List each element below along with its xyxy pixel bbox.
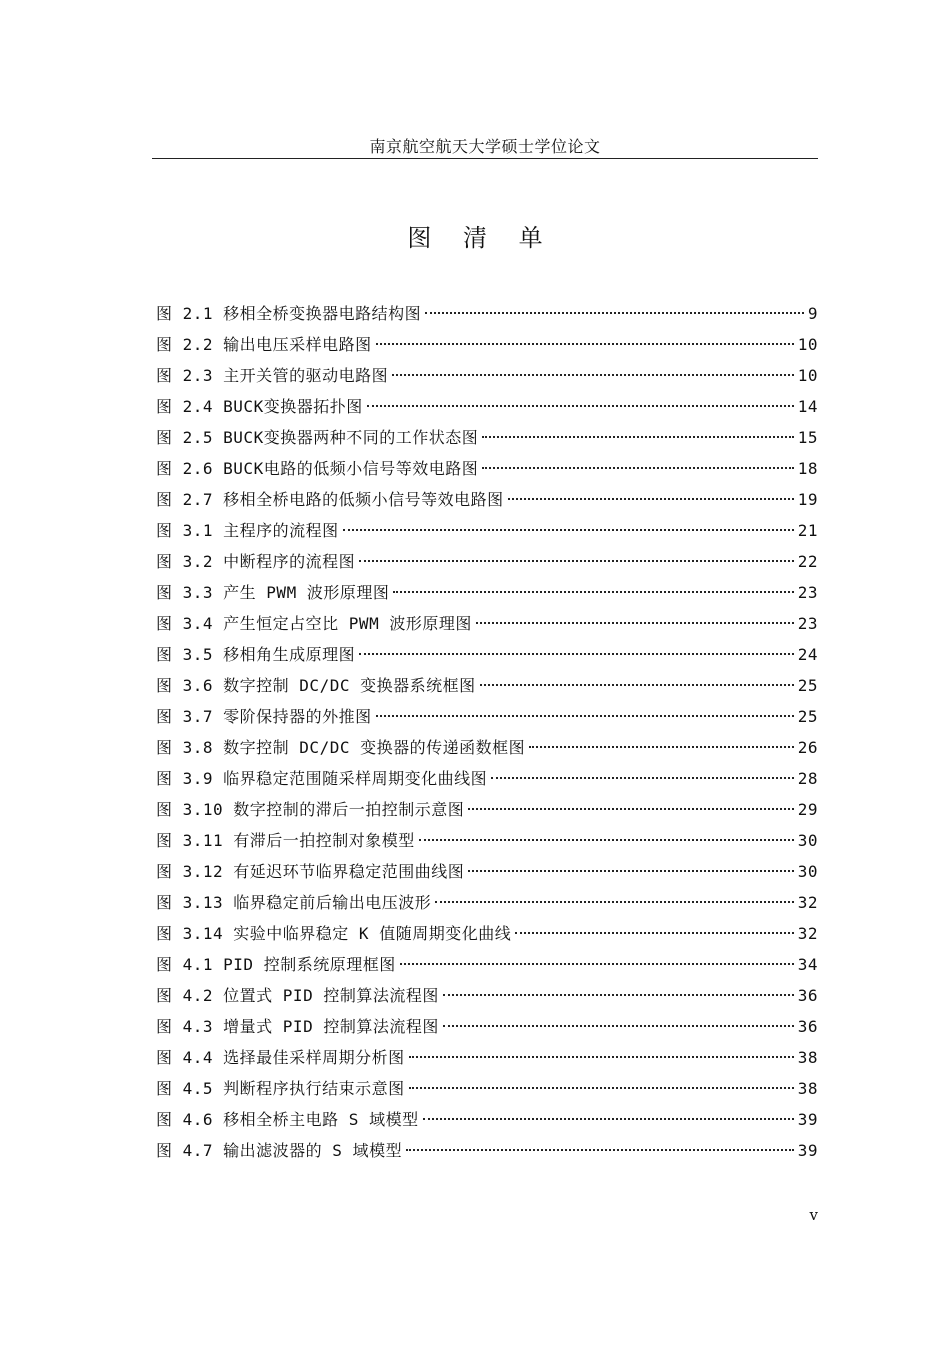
page-title: 图 清 单: [407, 224, 555, 252]
toc-entry[interactable]: [156, 577, 818, 608]
toc-entry-page: 26: [797, 738, 818, 757]
toc-entry[interactable]: [156, 608, 818, 639]
toc-entry-page: 23: [797, 583, 818, 602]
toc-entry[interactable]: [156, 298, 818, 329]
toc-entry-label: 图 2.1 移相全桥变换器电路结构图: [156, 304, 422, 323]
toc-entry-label: 图 3.11 有滞后一拍控制对象模型: [156, 831, 415, 850]
dot-leader: [376, 715, 794, 717]
toc-entry-label: 图 3.4 产生恒定占空比 PWM 波形原理图: [156, 614, 472, 633]
toc-entry[interactable]: [156, 670, 818, 701]
dot-leader: [468, 808, 793, 810]
dot-leader: [508, 498, 794, 500]
toc-entry-label: 图 3.10 数字控制的滞后一拍控制示意图: [156, 800, 465, 819]
toc-entry-label: 图 4.2 位置式 PID 控制算法流程图: [156, 986, 439, 1005]
toc-entry-label: 图 3.9 临界稳定范围随采样周期变化曲线图: [156, 769, 488, 788]
toc-entry[interactable]: [156, 546, 818, 577]
toc-entry-label: 图 2.7 移相全桥电路的低频小信号等效电路图: [156, 490, 504, 509]
dot-leader: [476, 622, 794, 624]
dot-leader: [376, 343, 794, 345]
dot-leader: [393, 591, 793, 593]
toc-entry[interactable]: [156, 422, 818, 453]
toc-entry-page: 22: [797, 552, 818, 571]
toc-entry[interactable]: [156, 794, 818, 825]
toc-entry-page: 23: [797, 614, 818, 633]
dot-leader: [443, 994, 794, 996]
toc-entry[interactable]: [156, 856, 818, 887]
toc-entry-page: 34: [797, 955, 818, 974]
dot-leader: [425, 312, 804, 314]
toc-entry-page: 29: [797, 800, 818, 819]
dot-leader: [423, 1118, 794, 1120]
toc-entry-page: 39: [797, 1141, 818, 1160]
dot-leader: [359, 653, 794, 655]
dot-leader: [443, 1025, 794, 1027]
toc-entry-label: 图 3.1 主程序的流程图: [156, 521, 339, 540]
toc-entry[interactable]: [156, 391, 818, 422]
toc-entry-page: 25: [797, 707, 818, 726]
toc-entry[interactable]: [156, 1011, 818, 1042]
toc-entry-label: 图 3.5 移相角生成原理图: [156, 645, 356, 664]
dot-leader: [435, 901, 793, 903]
toc-entry[interactable]: [156, 949, 818, 980]
toc-entry[interactable]: [156, 825, 818, 856]
header-rule: [152, 158, 818, 159]
dot-leader: [409, 1087, 794, 1089]
page-number: v: [809, 1206, 818, 1224]
toc-entry[interactable]: [156, 1073, 818, 1104]
toc-entry-label: 图 3.2 中断程序的流程图: [156, 552, 356, 571]
toc-entry[interactable]: [156, 732, 818, 763]
toc-entry[interactable]: [156, 453, 818, 484]
toc-entry-label: 图 2.2 输出电压采样电路图: [156, 335, 372, 354]
dot-leader: [367, 405, 794, 407]
toc-entry-label: 图 3.8 数字控制 DC/DC 变换器的传递函数框图: [156, 738, 526, 757]
dot-leader: [343, 529, 794, 531]
toc-entry-page: 38: [797, 1079, 818, 1098]
toc-entry-label: 图 3.7 零阶保持器的外推图: [156, 707, 372, 726]
toc-entry[interactable]: [156, 918, 818, 949]
toc-entry[interactable]: [156, 515, 818, 546]
toc-entry-page: 32: [797, 924, 818, 943]
toc-entry[interactable]: [156, 763, 818, 794]
toc-entry-page: 25: [797, 676, 818, 695]
dot-leader: [529, 746, 794, 748]
dot-leader: [480, 684, 794, 686]
toc-entry[interactable]: [156, 639, 818, 670]
toc-entry-page: 32: [797, 893, 818, 912]
toc-entry[interactable]: [156, 1135, 818, 1166]
toc-entry[interactable]: [156, 980, 818, 1011]
toc-entry-page: 10: [797, 335, 818, 354]
toc-entry[interactable]: [156, 329, 818, 360]
toc-entry-page: 28: [797, 769, 818, 788]
toc-entry-page: 36: [797, 1017, 818, 1036]
dot-leader: [482, 467, 794, 469]
toc-entry-page: 18: [797, 459, 818, 478]
dot-leader: [359, 560, 794, 562]
toc-entry-page: 14: [797, 397, 818, 416]
toc-entry-label: 图 4.6 移相全桥主电路 S 域模型: [156, 1110, 419, 1129]
toc-entry-label: 图 3.3 产生 PWM 波形原理图: [156, 583, 390, 602]
toc-entry-label: 图 2.5 BUCK变换器两种不同的工作状态图: [156, 428, 479, 447]
toc-entry-page: 15: [797, 428, 818, 447]
toc-entry-label: 图 2.3 主开关管的驱动电路图: [156, 366, 389, 385]
toc-entry-label: 图 4.7 输出滤波器的 S 域模型: [156, 1141, 403, 1160]
dot-leader: [491, 777, 794, 779]
toc-entry-label: 图 4.4 选择最佳采样周期分析图: [156, 1048, 405, 1067]
toc-entry-page: 30: [797, 862, 818, 881]
dot-leader: [482, 436, 794, 438]
dot-leader: [392, 374, 794, 376]
figure-list: [156, 298, 818, 1166]
toc-entry-label: 图 2.4 BUCK变换器拓扑图: [156, 397, 363, 416]
toc-entry-label: 图 4.5 判断程序执行结束示意图: [156, 1079, 405, 1098]
toc-entry-label: 图 3.13 临界稳定前后输出电压波形: [156, 893, 432, 912]
toc-entry[interactable]: [156, 887, 818, 918]
toc-entry-page: 36: [797, 986, 818, 1005]
toc-entry-label: 图 3.12 有延迟环节临界稳定范围曲线图: [156, 862, 465, 881]
toc-entry-page: 38: [797, 1048, 818, 1067]
dot-leader: [400, 963, 794, 965]
toc-entry[interactable]: [156, 1042, 818, 1073]
toc-entry-label: 图 4.1 PID 控制系统原理框图: [156, 955, 396, 974]
toc-entry-page: 39: [797, 1110, 818, 1129]
toc-entry[interactable]: [156, 484, 818, 515]
toc-entry[interactable]: [156, 701, 818, 732]
toc-entry-label: 图 3.14 实验中临界稳定 K 值随周期变化曲线: [156, 924, 512, 943]
toc-entry[interactable]: [156, 360, 818, 391]
toc-entry-label: 图 4.3 增量式 PID 控制算法流程图: [156, 1017, 439, 1036]
toc-entry-page: 21: [797, 521, 818, 540]
toc-entry-page: 19: [797, 490, 818, 509]
toc-entry-label: 图 3.6 数字控制 DC/DC 变换器系统框图: [156, 676, 476, 695]
toc-entry-page: 24: [797, 645, 818, 664]
dot-leader: [409, 1056, 794, 1058]
running-header: 南京航空航天大学硕士学位论文: [369, 137, 601, 156]
dot-leader: [419, 839, 794, 841]
dot-leader: [515, 932, 794, 934]
toc-entry[interactable]: [156, 1104, 818, 1135]
dot-leader: [406, 1149, 794, 1151]
toc-entry-page: 30: [797, 831, 818, 850]
toc-entry-page: 9: [807, 304, 818, 323]
dot-leader: [468, 870, 793, 872]
toc-entry-page: 10: [797, 366, 818, 385]
toc-entry-label: 图 2.6 BUCK电路的低频小信号等效电路图: [156, 459, 479, 478]
